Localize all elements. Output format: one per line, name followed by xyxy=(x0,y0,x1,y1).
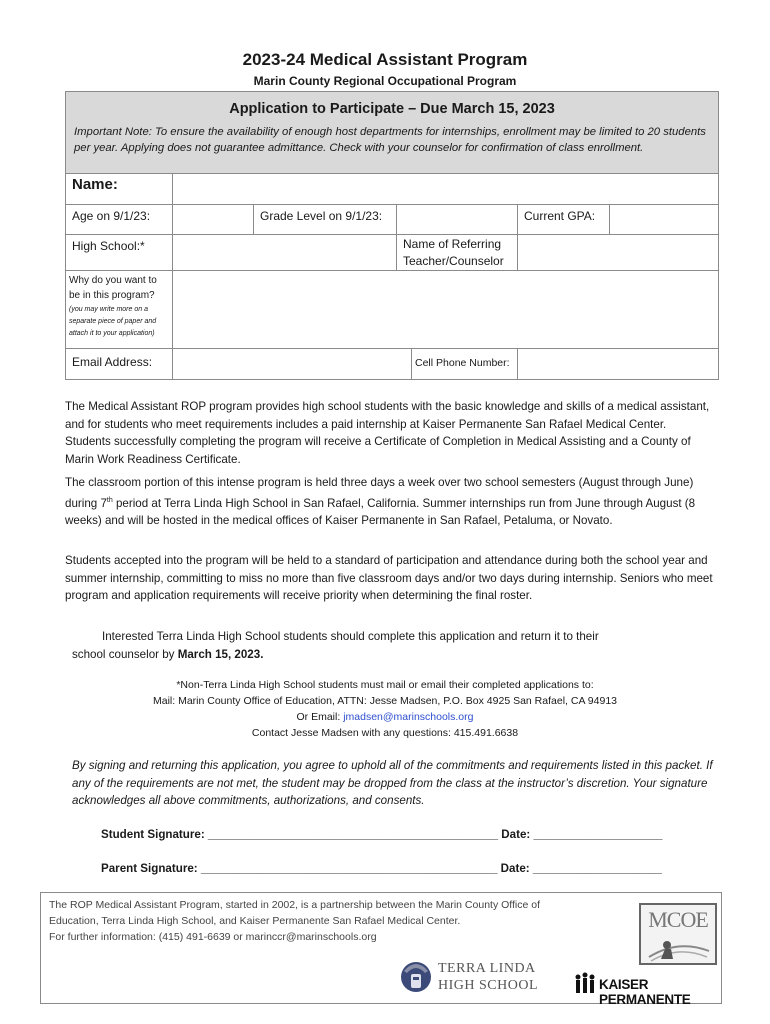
gpa-label: Current GPA: xyxy=(518,205,610,234)
kaiser-logo-text: KAISER PERMANENTE xyxy=(599,977,691,1007)
description-paragraph-2 xyxy=(65,474,715,530)
description-paragraph-4 xyxy=(72,628,722,663)
paragraph-4-part1: Interested Terra Linda High School students should complete this application and return it to their xyxy=(102,630,599,643)
why-field[interactable] xyxy=(173,271,718,348)
paragraph-4-part2: school counselor by xyxy=(72,647,178,661)
why-label xyxy=(66,271,173,348)
school-row xyxy=(66,235,718,271)
page-title: 2023-24 Medical Assistant Program xyxy=(242,50,528,69)
footer-text xyxy=(49,897,609,945)
why-row xyxy=(66,271,718,349)
tlhs-line-2: HIGH SCHOOL xyxy=(438,978,538,993)
referring-field[interactable] xyxy=(518,235,718,270)
description-paragraph-3: Students accepted into the program will be held to a standard of participation and attendance during both the school year and summer internship, committing to miss no more than five classroom days and/or two days during internship. Seniors who meet program and application requirements will receive priority when determining the final roster. xyxy=(65,554,713,603)
agreement-text: By signing and returning this application, you agree to uphold all of the commitments and requirements listed in this packet. If any of the requirements are not met, the student may be dropped from the class at the instructor’s discretion. Your signature acknowledges all above commitments, authorizations, and consents. xyxy=(72,759,713,808)
high-school-label: High School:* xyxy=(66,235,173,270)
name-field[interactable] xyxy=(173,174,718,204)
kaiser-people-icon xyxy=(573,971,597,995)
footer-line-1: The ROP Medical Assistant Program, started in 2002, is a partnership between the Marin County Office of xyxy=(49,899,541,911)
kaiser-permanente-logo xyxy=(573,969,723,1007)
email-label: Email Address: xyxy=(66,349,173,379)
page-subtitle: Marin County Regional Occupational Program xyxy=(253,74,517,88)
email-row xyxy=(66,349,718,379)
name-row xyxy=(66,174,718,205)
paragraph-2-part2: period at Terra Linda High School in San Rafael, California. Summer internships run from June through August (8 weeks) and will be hosted in the medical offices of Kaiser Permanente in San Rafael, Petaluma, or Novato. xyxy=(65,496,696,528)
high-school-field[interactable] xyxy=(173,235,397,270)
mail-line-2: Mail: Marin County Office of Education, ATTN: Jesse Madsen, P.O. Box 4925 San Rafael, CA 94913 xyxy=(153,695,617,707)
gpa-field[interactable] xyxy=(610,205,718,234)
name-label: Name: xyxy=(66,174,173,204)
form-heading: Application to Participate – Due March 15, 2023 xyxy=(229,101,555,117)
referring-label-line1: Name of Referring xyxy=(403,237,502,251)
tlhs-line-1: TERRA LINDA xyxy=(438,961,536,976)
grade-label: Grade Level on 9/1/23: xyxy=(254,205,397,234)
why-label-line1: Why do you want to xyxy=(69,275,157,286)
footer-line-2: Education, Terra Linda High School, and Kaiser Permanente San Rafael Medical Center. xyxy=(49,915,461,927)
mail-line-4: Contact Jesse Madsen with any questions: 415.491.6638 xyxy=(251,727,519,739)
mcoe-logo-text: MCOE xyxy=(648,907,708,932)
contact-email-link[interactable]: jmadsen@marinschools.org xyxy=(343,711,474,723)
mailing-instructions xyxy=(0,677,770,741)
cell-phone-label: Cell Phone Number: xyxy=(412,349,518,379)
due-date: March 15, 2023. xyxy=(177,647,264,661)
mcoe-logo xyxy=(639,903,717,965)
grade-field[interactable] xyxy=(397,205,518,234)
mcoe-emblem-icon xyxy=(641,905,715,963)
trojan-helmet-icon xyxy=(398,957,434,995)
application-form xyxy=(65,91,719,380)
paragraph-2-superscript: th xyxy=(106,496,113,504)
email-prefix: Or Email: xyxy=(296,711,344,723)
why-note: (you may write more on a separate piece of paper and attach it to your application) xyxy=(69,306,157,337)
parent-signature-line[interactable]: Parent Signature: ______________________________________________ Date: ____________________ xyxy=(101,862,662,875)
form-header xyxy=(66,92,718,174)
mail-line-3 xyxy=(0,709,770,725)
why-label-line2: be in this program? xyxy=(69,290,155,301)
student-signature-line[interactable]: Student Signature: _____________________________________________ Date: ____________________ xyxy=(101,828,663,841)
age-label: Age on 9/1/23: xyxy=(66,205,173,234)
referring-label-line2: Teacher/Counselor xyxy=(403,254,504,268)
mail-line-1: *Non-Terra Linda High School students must mail or email their completed applications to: xyxy=(176,679,594,691)
footer xyxy=(40,892,722,1007)
terra-linda-logo-text xyxy=(438,960,538,994)
description-paragraph-1: The Medical Assistant ROP program provides high school students with the basic knowledge and skills of a medical assistant, and for students who meet requirements includes a paid internship at Kaiser Permanente San Rafael Medical Center. Students successfully completing the program will receive a Certificate of Completion in Medical Assisting and a County of Marin Work Readiness Certificate. xyxy=(65,400,710,466)
age-grade-gpa-row xyxy=(66,205,718,235)
referring-label xyxy=(397,235,518,270)
paragraph-2-part1: The classroom portion of this intense program is held three days a week over two school semesters (August through June) during 7 xyxy=(65,476,694,510)
terra-linda-logo xyxy=(398,957,538,997)
important-note: Important Note: To ensure the availability of enough host departments for internships, enrollment may be limited to 20 students per year. Applying does not guarantee admittance. Check with your counselor for confirmation of class enrollment. xyxy=(74,126,706,154)
email-field[interactable] xyxy=(173,349,412,379)
cell-phone-field[interactable] xyxy=(518,349,718,379)
footer-line-3: For further information: (415) 491-6639 or marinccr@marinschools.org xyxy=(49,931,377,943)
age-field[interactable] xyxy=(173,205,254,234)
